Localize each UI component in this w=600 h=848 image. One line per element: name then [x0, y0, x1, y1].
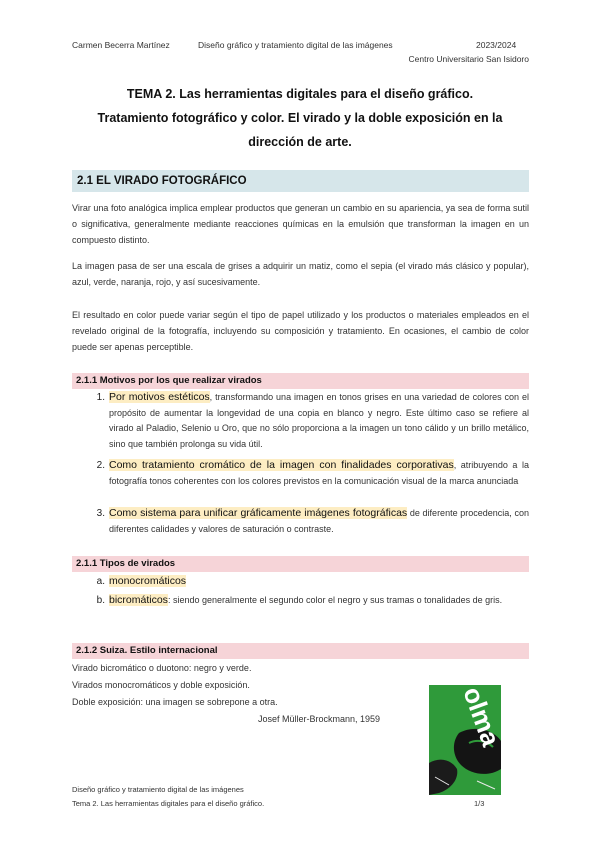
header-year: 2023/2024 [476, 40, 517, 50]
footer-topic: Tema 2. Las herramientas digitales para el diseño gráfico. [72, 799, 265, 808]
list-item [96, 506, 529, 537]
suiza-credit: Josef Müller-Brockmann, 1959 [258, 714, 381, 724]
suiza-heading: 2.1.2 Suiza. Estilo internacional [72, 643, 529, 659]
list-item [96, 593, 529, 609]
list-item [96, 458, 530, 489]
highlight-text: Como tratamiento cromático de la imagen con finalidades corporativas [109, 459, 454, 471]
list-item-text: , atribuyendo a la fotografía tonos coherentes con los colores previstos en la comunicación visual de la marca anunciada [109, 460, 530, 486]
highlight-text: Por motivos estéticos [109, 391, 210, 403]
list-item [96, 574, 529, 590]
list-number: 3. [96, 508, 105, 519]
highlight-text: Como sistema para unificar gráficamente imágenes fotográficas [109, 507, 408, 519]
list-item-text: : siendo generalmente el segundo color el negro y sus tramas o tonalidades de gris. [167, 595, 503, 605]
header-course: Diseño gráfico y tratamiento digital de las imágenes [198, 40, 393, 50]
section-heading: 2.1 EL VIRADO FOTOGRÁFICO [72, 170, 529, 192]
list-number: 1. [96, 392, 105, 403]
list-letter: a. [96, 576, 105, 587]
suiza-line-3: Doble exposición: una imagen se sobrepone a otra. [72, 697, 278, 707]
suiza-line-1: Virado bicromático o duotono: negro y verde. [72, 663, 252, 673]
header-center: Centro Universitario San Isidoro [408, 54, 529, 64]
header-author: Carmen Becerra Martínez [72, 40, 170, 50]
paragraph-1: Virar una foto analógica implica emplear productos que generan un cambio en su apariencia, ya sea de forma sutil o significativa, generalmente mediante reacciones químicas en la emulsión que transforman la imagen en un compuesto distinto. [72, 203, 529, 245]
poster-title: olma [457, 682, 507, 751]
title-line-3: dirección de arte. [248, 135, 352, 149]
title-line-2: Tratamiento fotográfico y color. El virado y la doble exposición en la [97, 111, 503, 125]
page-title [60, 82, 540, 154]
list-letter: b. [96, 595, 105, 606]
list-item [96, 390, 529, 452]
tipos-heading: 2.1.1 Tipos de virados [72, 556, 529, 572]
poster-graphic [429, 682, 507, 795]
suiza-line-2: Virados monocromáticos y doble exposición. [72, 680, 250, 690]
list-number: 2. [96, 460, 105, 471]
highlight-text: bicromáticos [109, 594, 168, 606]
list-item-text: de diferente procedencia, con diferentes calidades y valores de saturación o contraste. [109, 508, 529, 534]
olma-poster-image [429, 682, 507, 795]
title-line-1: TEMA 2. Las herramientas digitales para el diseño gráfico. [126, 87, 474, 101]
paragraph-3: El resultado en color puede variar según el tipo de papel utilizado y los productos o materiales empleados en el revelado original de la fotografía, incluyendo su composición y tratamiento. En ocasiones, el cambio de color puede ser apenas perceptible. [72, 310, 529, 352]
motivos-heading: 2.1.1 Motivos por los que realizar virados [72, 373, 529, 389]
footer-course: Diseño gráfico y tratamiento digital de las imágenes [72, 785, 244, 794]
list-item-text: , transformando una imagen en tonos grises en una variedad de colores con el propósito de aumentar la longevidad de una copia en blanco y negro. Este último caso se refiere al virado al Paladio, Selenio u Oro, que no sólo proporciona a la imagen un tono cálido y un brillo metálico, sino que también prolonga su vida útil. [109, 392, 529, 449]
paragraph-2: La imagen pasa de ser una escala de grises a adquirir un matiz, como el sepia (el virado más clásico y popular), azul, verde, naranja, rojo, y así sucesivamente. [72, 261, 529, 287]
page-number: 1/3 [474, 799, 485, 808]
highlight-text: monocromáticos [109, 575, 187, 587]
